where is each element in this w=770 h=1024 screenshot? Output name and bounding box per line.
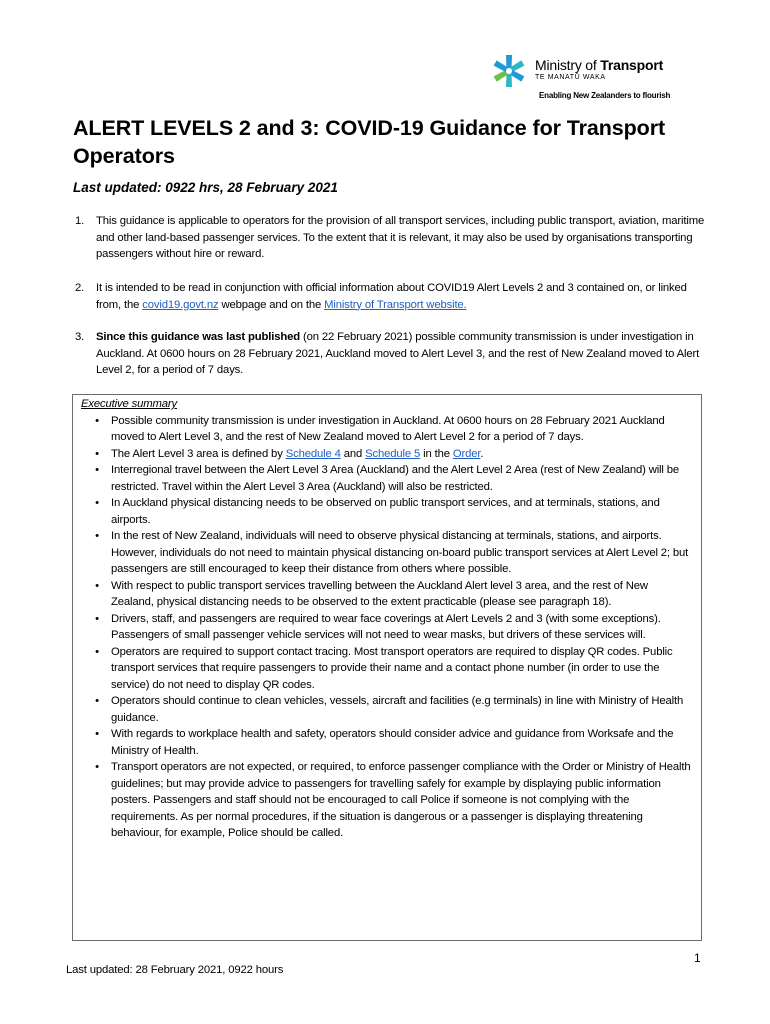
paragraph-3 [75,329,705,379]
bullet-text: Interregional travel between the Alert Level 3 Area (Auckland) and the Alert Level 2 Area (rest of New Zealand) will be restricted. Travel within the Alert Level 3 Area (Auckland) will also be restricted. [111,464,680,493]
executive-summary-list [81,413,693,842]
bullet-icon: • [95,761,99,773]
bullet-text: Possible community transmission is under investigation in Auckland. At 0600 hours on 28 February 2021 Auckland moved to Alert Level 3, and the rest of New Zealand moved to Alert Level 2 for a period of 7 days. [111,414,665,443]
paragraph-text-part: webpage and on the [218,298,325,311]
logo-wordmark [535,57,663,73]
page-footer: Last updated: 28 February 2021, 0922 hours [66,964,284,976]
logo-name-light: Ministry of [535,57,601,73]
bullet-icon: • [95,414,99,427]
logo-name-bold: Transport [600,57,664,73]
bullet-icon: • [95,464,99,476]
paragraph-text-part: It is intended to be read in conjunction with official information about COVID19 Alert Levels 2 and 3 contained on, or linked from, the [96,282,687,311]
summary-bullet [81,462,693,495]
order-link[interactable]: Order [452,447,481,460]
bullet-text-part: in the [420,447,453,460]
bullet-text: Drivers, staff, and passengers are required to wear face coverings at Alert Levels 2 and 3 (with some exceptions). Passengers of small passenger vehicle services will not need to wear masks, but drivers of these services will. [111,612,661,641]
summary-bullet [81,726,693,759]
ministry-of-transport-website-link[interactable]: Ministry of Transport website. [324,298,467,311]
bullet-text: Operators should continue to clean vehicles, vessels, aircraft and facilities (e.g terminals) in line with Ministry of Health guidance. [111,695,684,724]
schedule-5-link[interactable]: Schedule 5 [365,447,421,460]
bullet-text-part: and [340,447,366,460]
paragraph-text [96,280,705,313]
bullet-text: In Auckland physical distancing needs to be observed on public transport services, and at terminals, stations, and airports. [111,497,660,526]
bullet-text [111,446,693,463]
paragraph-1 [75,213,705,263]
paragraph-number: 1. [75,215,85,227]
schedule-4-link[interactable]: Schedule 4 [285,447,341,460]
bullet-text: With respect to public transport services travelling between the Auckland Alert level 3 area, and the rest of New Zealand, physical distancing needs to be observed to the extent practicable (please see paragraph 18). [111,579,648,608]
bullet-icon: • [95,530,99,542]
page-number: 1 [694,951,701,965]
paragraph-number: 3. [75,331,85,343]
bullet-text: Transport operators are not expected, or required, to enforce passenger compliance with the Order or Ministry of Health guidelines; but may provide advice to passengers for travelling safely for example by displaying public information posters. Passengers and staff should not be encouraged to call Police if someone is not complying with the requirements. As per normal procedures, if the situation is dangerous or a passenger is displaying threatening behaviour, for example, Police should be called. [111,761,691,839]
last-updated-subtitle: Last updated: 0922 hrs, 28 February 2021 [73,180,338,195]
logo-subtitle: TE MANATŪ WAKA [535,74,606,81]
summary-bullet [81,578,693,611]
summary-bullet [81,693,693,726]
summary-bullet [81,413,693,446]
bullet-icon: • [95,497,99,509]
bullet-text-part: The Alert Level 3 area is defined by [111,447,286,460]
document-title: ALERT LEVELS 2 and 3: COVID-19 Guidance for Transport Operators [73,116,666,168]
ministry-of-transport-logo [490,54,710,104]
logo-tagline: Enabling New Zealanders to flourish [539,91,671,100]
executive-summary-box [72,394,702,941]
bullet-text-part: . [480,447,484,460]
summary-bullet [81,759,693,842]
bullet-icon: • [95,728,99,740]
paragraph-text: This guidance is applicable to operators for the provision of all transport services, including public transport, aviation, maritime and other land-based passenger services. To the extent that it is relevant, it may also be used by organisations transporting passengers without hire or reward. [96,215,705,260]
executive-summary-heading: Executive summary [81,398,178,410]
covid19-govt-link[interactable]: covid19.govt.nz [142,298,219,311]
summary-bullet [81,495,693,528]
bullet-icon: • [95,645,99,658]
summary-bullet [81,446,693,463]
paragraph-number: 2. [75,282,85,294]
summary-bullet [81,644,693,694]
bullet-icon: • [95,447,99,460]
summary-bullet [81,528,693,578]
bullet-icon: • [95,695,99,707]
paragraph-bold-lead: Since this guidance was last published [96,331,300,343]
star-logo-icon [490,54,528,88]
summary-bullet [81,611,693,644]
paragraph-text [96,329,705,379]
paragraph-text-part: (on 22 February 2021) possible community transmission is under investigation in Auckland. At 0600 hours on 28 February 2021, Auckland moved to Alert Level 3, and the rest of New Zealand moved to Alert Level 2, for a period of 7 days. [96,331,700,376]
paragraph-2 [75,280,705,313]
bullet-text: Operators are required to support contact tracing. Most transport operators are required to display QR codes. Public transport services that require passengers to provide their name and a contact phone number (in order to use the service) do not need to display QR codes. [111,645,673,691]
bullet-icon: • [95,579,99,592]
bullet-text: With regards to workplace health and safety, operators should consider advice and guidance from Worksafe and the Ministry of Health. [111,728,674,757]
bullet-text: In the rest of New Zealand, individuals will need to observe physical distancing at terminals, stations, and airports. However, individuals do not need to maintain physical distancing on-board public transport services at Alert Level 2; but passengers are still encouraged to keep their distance from others where possible. [111,530,689,575]
bullet-icon: • [95,612,99,625]
